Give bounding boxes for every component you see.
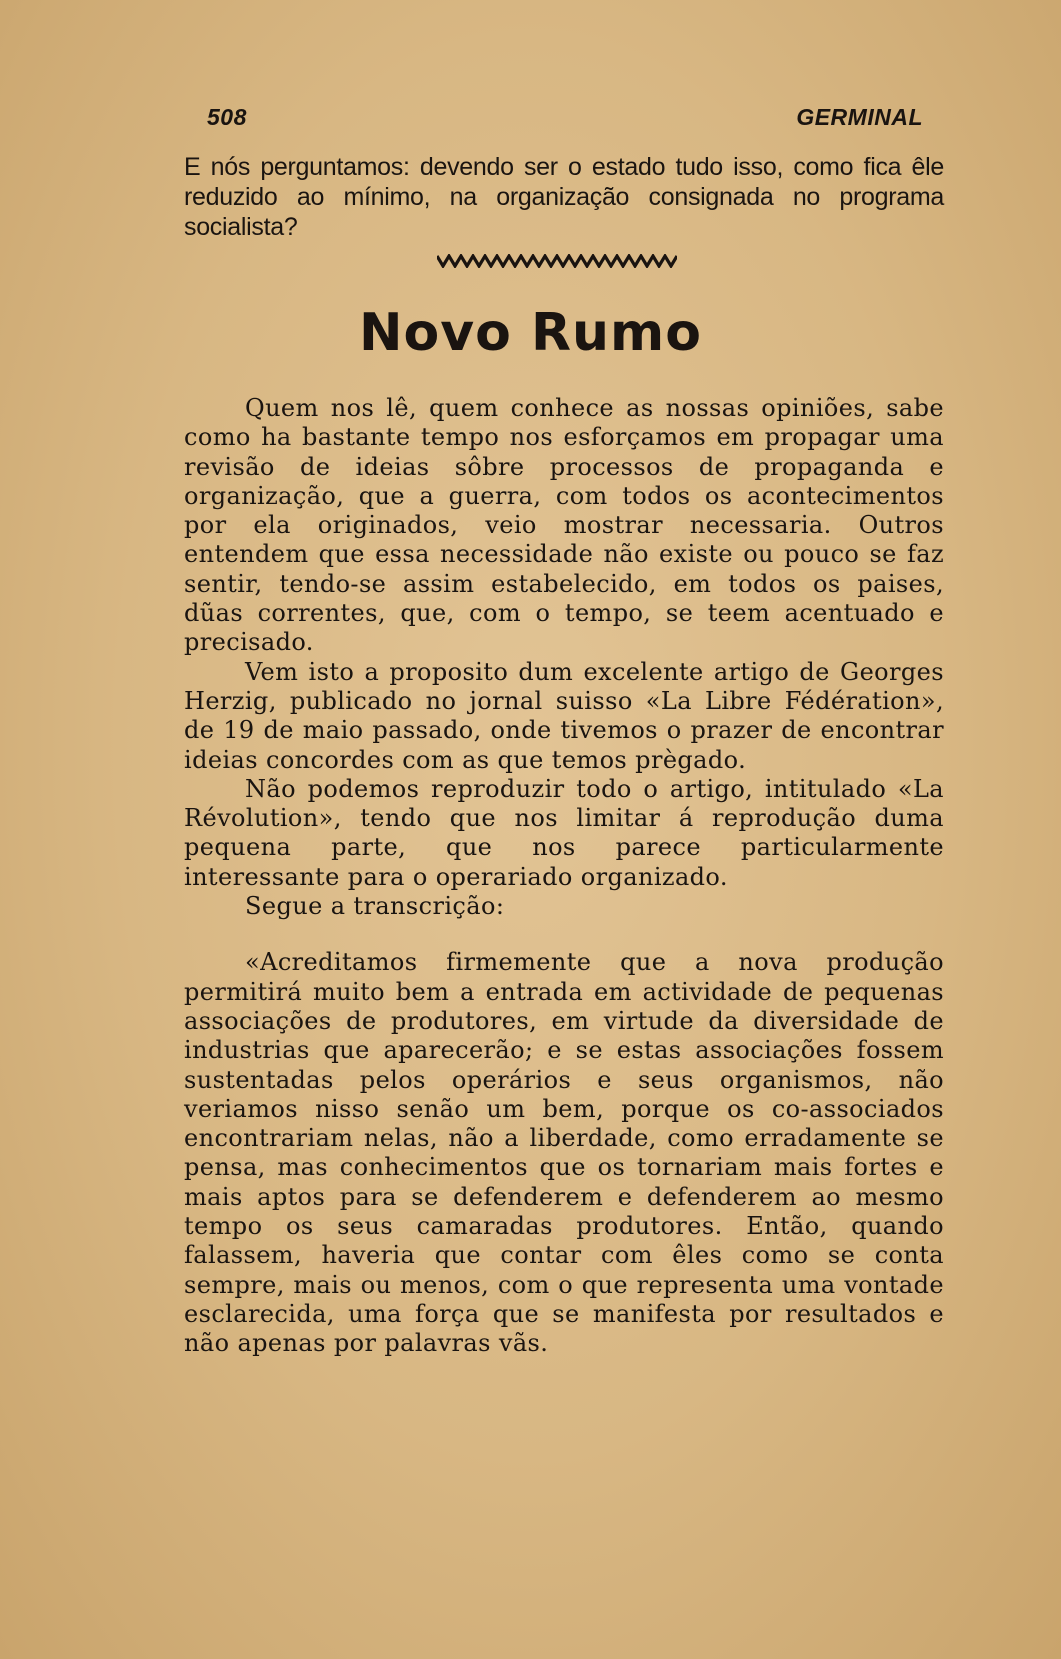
article-paragraph-4: Segue a transcrição:	[245, 892, 505, 921]
intro-paragraph: E nós perguntamos: devendo ser o estado tudo isso, como fica êle reduzido ao mínimo, na organização consignada no programa socialista?	[184, 153, 944, 241]
article-title: Novo Rumo	[359, 303, 702, 363]
intro-paragraph-block	[184, 152, 944, 242]
article-paragraph-2: Vem isto a proposito dum excelente artigo de Georges Herzig, publicado no jornal suisso «La Libre Fédération», de 19 de maio passado, onde tivemos o prazer de encontrar ideias concordes com as que temos prègado.	[184, 657, 944, 774]
journal-title: GERMINAL	[796, 104, 923, 130]
quoted-transcription: «Acreditamos firmemente que a nova produção permitirá muito bem a entrada em actividade de pequenas associações de produtores, em virtude da diversidade de industrias que aparecerão; e se estas associações fossem sustentadas pelos operários e seus organismos, não veriamos nisso senão um bem, porque os co-associados encontrariam nelas, não a liberdade, como erradamente se pensa, mas conhecimentos que os tornariam mais fortes e mais aptos para se defenderem e defenderem ao mesmo tempo os seus camaradas produtores. Então, quando falassem, haveria que contar com êles como se conta sempre, mais ou menos, com o que representa uma vontade esclarecida, uma força que se manifesta por resultados e não apenas por palavras vãs.	[184, 948, 944, 1358]
article-paragraph-1: Quem nos lê, quem conhece as nossas opiniões, sabe como ha bastante tempo nos esforçamos em propagar uma revisão de ideias sôbre processos de propaganda e organização, que a guerra, com todos os acontecimentos por ela originados, veio mostrar necessaria. Outros entendem que essa necessidade não existe ou pouco se faz sentir, tendo-se assim estabelecido, em todos os paises, dũas correntes, que, com o tempo, se teem acentuado e precisado.	[184, 394, 944, 657]
running-header	[207, 104, 923, 134]
decorative-ornament	[437, 254, 677, 268]
article-paragraph-3: Não podemos reproduzir todo o artigo, intitulado «La Révolution», tendo que nos limitar á reprodução duma pequena parte, que nos parece particularmente interessante para o operariado organizado.	[184, 774, 944, 891]
article-body	[184, 394, 944, 1359]
page-number: 508	[207, 104, 247, 130]
